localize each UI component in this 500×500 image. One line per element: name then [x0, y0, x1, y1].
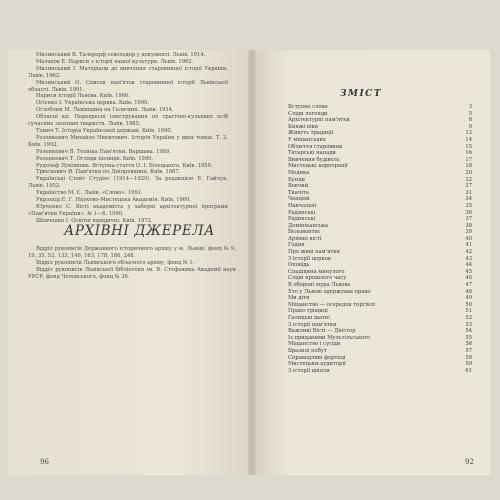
- toc-leader: [340, 249, 462, 256]
- toc-leader: [350, 282, 462, 289]
- toc-entry-title: Мистецькі корпорації: [288, 163, 348, 170]
- bibliography-list: [28, 52, 228, 225]
- toc-entry-page: 56: [465, 341, 472, 348]
- toc-entry-title: Бунди: [288, 176, 305, 183]
- toc-entry-page: 17: [465, 156, 472, 163]
- toc-leader: [326, 137, 462, 144]
- toc-entry-title: З історії школи: [288, 367, 330, 374]
- toc-entry-title: Сліди прошлого часу: [288, 275, 347, 282]
- toc-entry: [288, 302, 472, 309]
- toc-entry-page: 36: [465, 209, 472, 216]
- toc-entry-title: Із приданими Мультільського: [288, 334, 371, 341]
- toc-entry: [288, 130, 472, 137]
- toc-entry-page: 22: [465, 176, 472, 183]
- toc-leader: [305, 242, 462, 249]
- toc-entry-page: 18: [465, 163, 472, 170]
- bibliography-entry: Оглоблин М. Львівщина на Галичині. Львів. 1914.: [36, 107, 174, 114]
- toc-entry-page: 38: [465, 222, 472, 229]
- toc-entry-title: Домініканська: [288, 222, 329, 229]
- toc-entry-page: 15: [465, 143, 472, 150]
- toc-entry-page: 49: [465, 295, 472, 302]
- toc-leader: [340, 157, 462, 164]
- bibliography-entry: Розенкевич Т. Огляди полиців. Київ. 1990.: [36, 155, 154, 162]
- bibliography-entry: Огієнко І. Українська церква. Київ. 1990.: [36, 100, 150, 107]
- toc-entry: [288, 163, 472, 170]
- toc-entry-title: Хто у Львові одержував право: [288, 288, 371, 295]
- toc-entry-title: Вступне слово: [288, 104, 328, 110]
- toc-entry-title: Вивчення будівель: [288, 156, 340, 163]
- toc-leader: [346, 361, 462, 368]
- toc-entry: [288, 229, 472, 236]
- toc-leader: [345, 355, 462, 362]
- bibliography-entry: Нариси історії Львова. Київ. 1960.: [36, 93, 130, 100]
- toc-entry-page: 9: [468, 123, 472, 130]
- toc-entry-page: 43: [465, 255, 472, 262]
- toc-entry: [288, 203, 472, 210]
- toc-entry-title: Медика: [288, 169, 310, 176]
- bibliography-entry: Томич Т. Історія Української державі. Київ. 1990.: [36, 127, 173, 134]
- bibliography-entry: Мизинський О. Список пам'яток старовинної історії Львівської області. Львів. 1991.: [28, 79, 228, 93]
- toc-entry-page: 59: [465, 361, 472, 368]
- toc-entry: [288, 308, 472, 315]
- toc-entry-title: Важливі Вісті — Дністер: [288, 328, 356, 335]
- right-page-number: 92: [465, 458, 474, 466]
- toc-entry: [288, 210, 472, 217]
- toc-entry-page: 6: [468, 117, 472, 124]
- toc-leader: [350, 117, 462, 124]
- toc-entry: [288, 335, 472, 342]
- toc-entry-page: 58: [465, 354, 472, 361]
- toc-entry-page: 35: [465, 202, 472, 209]
- toc-leader: [328, 223, 462, 230]
- toc-entry-title: Сліди легенди: [288, 110, 328, 117]
- toc-entry: [288, 223, 472, 230]
- toc-entry-page: 12: [465, 130, 472, 137]
- toc-entry: [288, 282, 472, 289]
- toc-entry: [288, 368, 472, 375]
- toc-entry-title: Міщанство і сусіди: [288, 341, 341, 348]
- toc-leader: [328, 308, 462, 315]
- toc-entry-title: Міщанство — осередок торгівлі: [288, 301, 375, 308]
- toc-entry-page: 20: [465, 169, 472, 176]
- bibliography-entry: Трюскевич Я. Пам'ятки по Дніпровщині. Київ. 1987.: [36, 169, 181, 176]
- toc-entry-page: 40: [465, 235, 472, 242]
- toc-entry-page: 50: [465, 301, 472, 308]
- toc-entry-page: 3: [468, 104, 472, 110]
- toc-entry-page: 54: [465, 328, 472, 335]
- toc-entry: [288, 289, 472, 296]
- toc-entry-page: 31: [465, 189, 472, 196]
- toc-leader: [336, 150, 462, 157]
- toc-entry: [288, 177, 472, 184]
- toc-leader: [343, 144, 462, 151]
- toc-entry-page: 53: [465, 321, 472, 328]
- toc-entry-title: Про живі пам'ятки: [288, 249, 340, 256]
- toc-entry-title: Годин: [288, 242, 305, 249]
- toc-entry: [288, 355, 472, 362]
- toc-entry-title: В обороні мура Львова: [288, 282, 351, 289]
- bibliography-entry: Рудольф Лукіянова. Вступна стаття О. І. Білецького. Київ. 1950.: [36, 162, 213, 169]
- book-gutter: [248, 50, 256, 475]
- bibliography-entry: Обласні кн. Перехресні ілюстрування по трагічно-кульпвих осіб сучасних залізних твариств. Львів. 1985.: [28, 114, 228, 128]
- bibliography-entry: Українство М. С. Львів. «Слово». 1991.: [36, 190, 143, 197]
- toc-entry-title: Бразилі побут: [288, 347, 327, 354]
- toc-leader: [370, 335, 462, 342]
- toc-entry: [288, 124, 472, 131]
- toc-leader: [337, 322, 462, 329]
- toc-entry-page: 55: [465, 334, 472, 341]
- toc-entry-page: 39: [465, 229, 472, 236]
- toc-leader: [309, 262, 462, 269]
- toc-leader: [305, 177, 462, 184]
- bibliography-entry: Розенкевич Михайло Никитович. Історія України у двох томах. Т. 2. Київ. 1992.: [28, 134, 228, 148]
- toc-entry: [288, 157, 472, 164]
- toc-entry-page: 42: [465, 249, 472, 256]
- bibliography-entry: Шевченко І. Освітні юридичні. Київ. 1972.: [36, 217, 153, 224]
- bibliography-entry: Мизинський І. Матеріали до вивчення старовинної історії України. Львів. 1962.: [28, 65, 228, 79]
- toc-entry-page: 27: [465, 183, 472, 190]
- toc-entry: [288, 361, 472, 368]
- bibliography-entry: Мизинський В. Талерорф сєвольдер у документі. Львів. 1914.: [36, 52, 206, 58]
- toc-entry-title: Мистецьки-аудиторії: [288, 361, 346, 368]
- toc-entry-page: 41: [465, 242, 472, 249]
- bibliography-entry: Українські Стейт Студіос (1914—1920). За редакцією Е. Гайчук. Львів. 1952.: [28, 176, 228, 190]
- toc-entry-title: Оповідь: [288, 262, 310, 269]
- toc-leader: [315, 216, 462, 223]
- toc-entry: [288, 117, 472, 124]
- toc-entry: [288, 269, 472, 276]
- toc-leader: [330, 315, 462, 322]
- toc-entry: [288, 170, 472, 177]
- toc-entry-title: Вовчий: [288, 183, 309, 190]
- toc-entry-title: Архітектурні пам'ятки: [288, 117, 350, 124]
- toc-entry-page: 45: [465, 268, 472, 275]
- toc-entry-title: Право тріщиці: [288, 308, 328, 315]
- table-of-contents: [288, 104, 472, 374]
- toc-leader: [333, 130, 462, 137]
- toc-entry: [288, 190, 472, 197]
- toc-leader: [356, 328, 462, 335]
- toc-entry: [288, 111, 472, 118]
- toc-leader: [327, 348, 462, 355]
- toc-entry: [288, 196, 472, 203]
- toc-leader: [316, 203, 462, 210]
- toc-leader: [371, 289, 463, 296]
- toc-entry-page: 5: [468, 110, 472, 117]
- toc-entry-title: Спадщина минулого: [288, 268, 345, 275]
- toc-entry-title: Радянські: [288, 209, 316, 216]
- toc-entry: [288, 104, 472, 111]
- toc-leader: [310, 196, 462, 203]
- toc-entry: [288, 341, 472, 348]
- archive-entry: Відділ рукописів Львівського обласного архіву, фонд № 1.: [36, 259, 195, 266]
- toc-leader: [322, 236, 462, 243]
- toc-entry-page: 52: [465, 315, 472, 321]
- toc-entry-page: 16: [465, 150, 472, 157]
- toc-entry: [288, 322, 472, 329]
- bibliography-entry: Малахов Е. Нариси з історії нашої культури. Львів. 1962.: [36, 58, 194, 65]
- toc-entry-page: 47: [465, 282, 472, 289]
- toc-entry-title: Обличчя старовини: [288, 143, 343, 150]
- toc-entry-title: Бельмонтні: [288, 229, 320, 236]
- toc-entry-title: Ченцеві: [288, 196, 310, 203]
- toc-entry-title: Галицькі шатні: [288, 315, 330, 321]
- toc-leader: [330, 368, 462, 375]
- toc-entry-title: З історії пам'ятки: [288, 321, 337, 328]
- bibliography-entry: Юрченко С. Вісті академіста у хаберні архітектурної програми «Пам'ятки України». № 1—6. 1990.: [28, 203, 228, 217]
- toc-entry-page: 14: [465, 136, 472, 143]
- archive-entry: Відділ рукописів Львівської бібліотеки ім. В. Стефаника Академії наук УРСР, фонд Чоловського, фонд № 26.: [28, 266, 236, 280]
- toc-entry: [288, 183, 472, 190]
- toc-leader: [340, 341, 462, 348]
- toc-entry-title: Живуть традиції: [288, 130, 334, 137]
- archives-list: [28, 246, 236, 281]
- toc-entry-page: 48: [465, 288, 472, 295]
- archives-heading: АРХІВНІ ДЖЕРЕЛА: [64, 223, 215, 239]
- toc-entry-title: Справедливі фортеці: [288, 354, 346, 361]
- toc-leader: [320, 229, 462, 236]
- bibliography-entry: Укрзахід Е. Г. Науково-Мистецька Академія. Київ. 1960.: [36, 197, 192, 204]
- toc-entry-page: 61: [465, 367, 472, 374]
- toc-entry-page: 51: [465, 308, 472, 315]
- toc-leader: [328, 111, 463, 118]
- toc-entry-page: 37: [465, 216, 472, 223]
- toc-entry-title: З історії церков: [288, 255, 331, 262]
- toc-entry: [288, 315, 472, 322]
- toc-leader: [309, 170, 462, 177]
- toc-leader: [328, 104, 462, 111]
- toc-entry: [288, 150, 472, 157]
- toc-entry-title: Ми діти: [288, 295, 310, 302]
- toc-entry-title: Ткачіта: [288, 189, 309, 196]
- toc-entry: [288, 236, 472, 243]
- toc-entry-title: У міщанських: [288, 136, 326, 143]
- contents-heading: ЗМІСТ: [340, 89, 383, 99]
- toc-entry: [288, 256, 472, 263]
- toc-leader: [331, 256, 462, 263]
- toc-entry: [288, 249, 472, 256]
- toc-leader: [309, 190, 462, 197]
- toc-entry: [288, 328, 472, 335]
- bibliography-entry: Розенкевич В. Техніка Пам'ятки. Варшава. 1989.: [36, 148, 171, 155]
- toc-entry: [288, 295, 472, 302]
- toc-entry-title: Татарські напади: [288, 150, 336, 157]
- toc-entry: [288, 262, 472, 269]
- toc-entry: [288, 144, 472, 151]
- toc-entry-title: Радинські: [288, 216, 316, 223]
- toc-leader: [375, 302, 462, 309]
- toc-leader: [348, 163, 462, 170]
- toc-entry: [288, 348, 472, 355]
- toc-entry-title: Архівні вісті: [288, 235, 322, 242]
- toc-entry: [288, 137, 472, 144]
- toc-entry-title: Княжі віки: [288, 123, 319, 130]
- archive-entry: Відділ рукописів Державного історичного архіву у м. Львові, фонд № 9, 19, 35, 52, 133, 149, 163, 178, 186, 248.: [28, 246, 236, 259]
- toc-leader: [308, 183, 462, 190]
- toc-leader: [310, 295, 462, 302]
- toc-entry-page: 46: [465, 275, 472, 282]
- toc-entry: [288, 242, 472, 249]
- toc-entry-page: 44: [465, 262, 472, 269]
- toc-leader: [315, 210, 462, 217]
- toc-leader: [344, 269, 462, 276]
- toc-entry-title: Навчальні: [288, 202, 317, 209]
- toc-leader: [346, 275, 462, 282]
- toc-entry-page: 34: [465, 196, 472, 203]
- toc-leader: [318, 124, 462, 131]
- toc-entry: [288, 216, 472, 223]
- toc-entry-page: 57: [465, 347, 472, 354]
- left-page-number: 96: [40, 458, 49, 466]
